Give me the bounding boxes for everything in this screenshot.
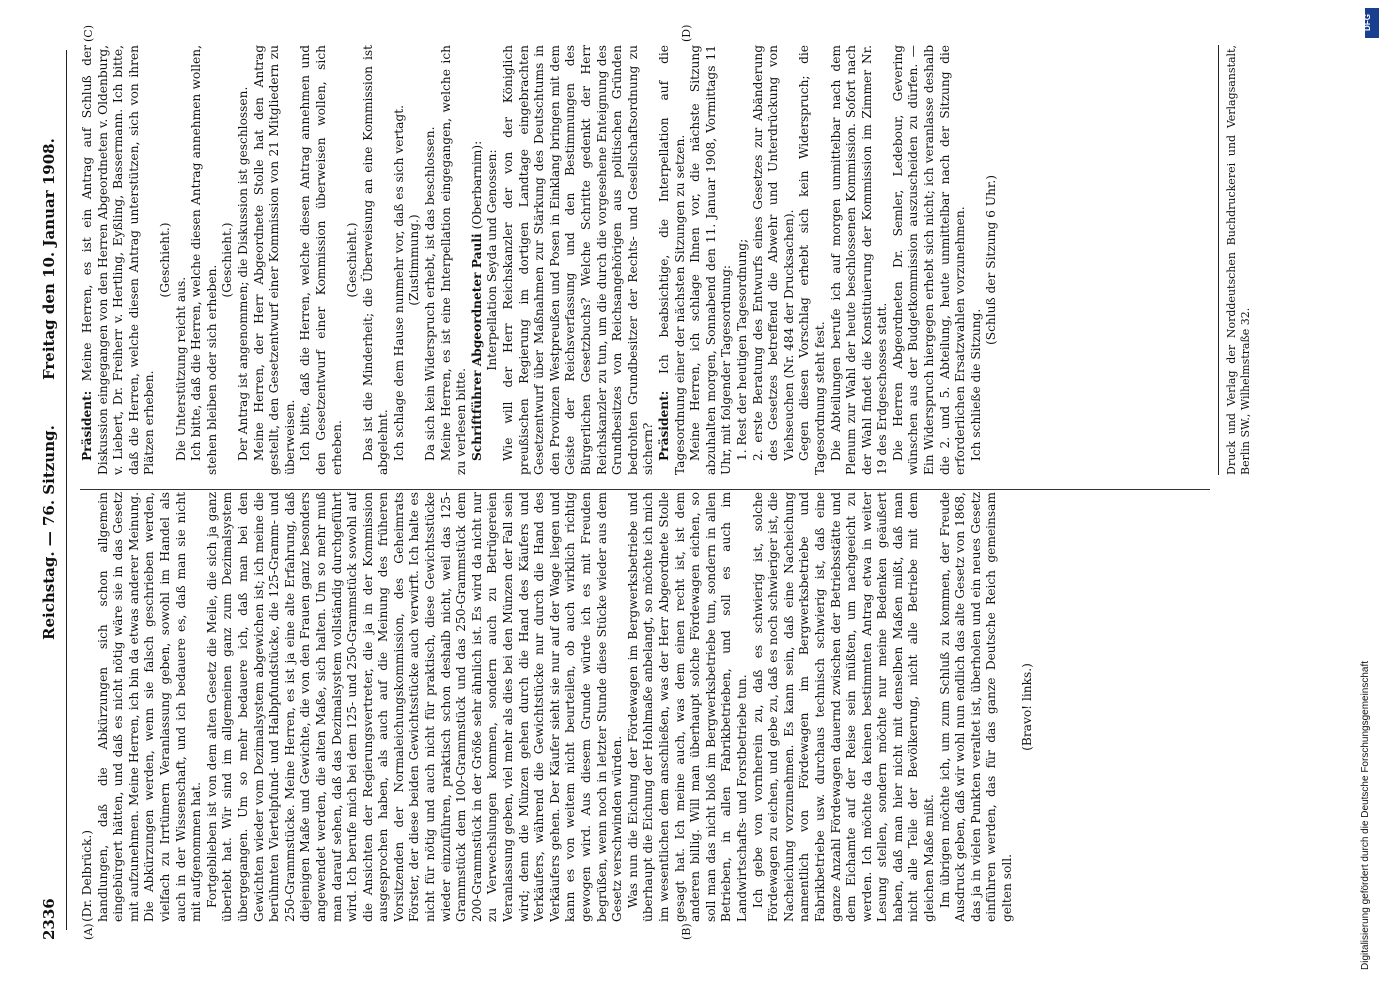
paragraph-text: Wie will der Herr Reichskanzler der von der Königlich preußischen Regierung im dortigen Landtage eingebrachten Gesetzentwurf über Maßnahmen zur Stärkung des Deutschtums in den Provinzen Westpreußen und Posen in Einklang bringen mit dem Geiste der Reichsverfassung und den Bestimmungen des Bürgerlichen Gesetzbuchs? Welche Schritte gedenkt der Herr Reichskanzler zu tun, um die durch die vorgesehene Enteignung des Grundbesitzes von Reichsangehörigen aus politischen Gründen bedrohten Grundbesitzer der Rechts- und Gesellschaftsordnung zu sichern? (501, 45, 656, 475)
stage-direction: (Zustimmung.) (407, 214, 422, 306)
right-paragraph (423, 45, 439, 475)
paragraph-text: Ich bitte, daß die Herren, welche diesen Antrag annehmen wollen, stehen bleiben oder sich erheben. (189, 45, 219, 475)
stage-direction: Interpellation Seyda und Genossen: (485, 149, 500, 371)
paragraph-text: Meine Herren, ich schlage Ihnen vor, die nächste Sitzung abzuhalten morgen, Sonnabend den 11. Januar 1908, Vormittags 11 Uhr, mit folgender Tagesordnung: (688, 45, 734, 475)
right-paragraph (797, 45, 828, 475)
speaker-name: Präsident: (656, 390, 671, 461)
paragraph-text: Der Antrag ist angenommen; die Diskussion ist geschlossen. (235, 86, 250, 461)
right-paragraph (252, 45, 299, 475)
digitization-note-text: Digitalisierung gefördert durch die Deutsche Forschungsgemeinschaft (1360, 660, 1371, 970)
paragraph-text: Die Unterstützung reicht aus. (173, 276, 188, 461)
right-paragraph (189, 45, 220, 475)
paragraph-text: Ich bitte, daß die Herren, welche diesen Antrag annehmen und den Gesetzentwurf einer Kommission überweisen wollen, sich erheben. (298, 45, 344, 475)
left-paragraph: Was nun die Eichung der Fördewagen im Bergwerksbetriebe und überhaupt die Eichung der Hohlmaße anbelangt, so möchte ich mich im wesentlichen dem anschließen, was der Herr Abgeordnete Stolle gesagt hat. Ich meine auch, was dem einen recht ist, ist dem anderen billig. Will man überhaupt solche Fördewagen eichen, so soll man das nicht bloß im Bergwerksbetriebe tun, sondern in allen Betrieben, in allen Fabrikbetrieben, und soll es auch im Landwirtschafts- und Forstbetriebe tun. (625, 492, 749, 922)
speaker-name: Schriftführer Abgeordneter Pauli (469, 233, 484, 461)
stage-direction: (Schluß der Sitzung 6 Uhr.) (984, 174, 999, 346)
paragraph-text: Meine Herren, der Herr Abgeordnete Stolle hat den Antrag gestellt, den Gesetzentwurf einer Kommission von 21 Mitgliedern zu überweisen. (251, 45, 297, 475)
paragraph-text: Ich schließe die Sitzung. (968, 308, 983, 461)
right-paragraph (829, 45, 891, 475)
stage-direction: (Geschieht.) (345, 222, 360, 298)
margin-marker-d: (D) (680, 24, 693, 42)
paragraph-text: Meine Herren, es ist eine Interpellation eingegangen, welche ich zu verlesen bitte. (438, 45, 469, 475)
applause-note: (Bravo! links.) (1019, 663, 1034, 751)
right-paragraph (657, 45, 688, 475)
imprint-rule (1218, 45, 1219, 475)
right-paragraph (891, 45, 969, 475)
page-header (40, 40, 66, 940)
right-paragraph (969, 45, 985, 475)
stage-direction: (Geschieht.) (157, 222, 172, 298)
left-paragraph: handlungen, daß die Abkürzungen sich schon allgemein eingebürgert hätten, und daß es nicht nötig wäre sie in das Gesetz mit aufzunehmen. Meine Herren, ich bin da etwas anderer Meinung. Die Abkürzungen werden, wenn sie falsch geschrieben werden, vielfach zu Irrtümern Veranlassung geben, sowohl im Handel als auch in der Wissenschaft, und ich bedauere es, daß man sie nicht mit aufgenommen hat. (95, 492, 204, 922)
margin-marker-a: (A) (82, 923, 95, 940)
paragraph-text: Ich schlage dem Hause nunmehr vor, daß es sich vertagt. (391, 105, 406, 461)
right-paragraph (361, 45, 392, 475)
right-column (80, 45, 1280, 475)
left-column (80, 492, 1280, 922)
agenda-item: 1. Rest der heutigen Tagesordnung; (734, 238, 749, 461)
left-paragraph: Fortgeblieben ist von dem alten Gesetz die Meile, die sich ja ganz überlebt hat. Wir sind im allgemeinen ganz zum Dezimalsystem übergegangen. Um so mehr bedauere ich, daß man bei den Gewichten wieder vom Dezimalsystem abgewichen ist; ich meine die berühmten Viertelpfund- und Halbpfundstücke, die 125-Gramm- und 250-Grammstücke. Meine Herren, es ist ja eine alte Erfahrung, daß diejenigen Maße und Gewichte, die von den Frauen ganz besonders angewendet werden, die alten Maße, sich halten. Um so mehr muß man darauf sehen, daß das Dezimalsystem vollständig durchgeführt wird. Ich berufe mich bei dem 125- und 250-Grammstück sowohl auf die Ansichten der Regierungsvertreter, die ja in der Kommission ausgesprochen haben, als auch auf die Meinung des früheren Vorsitzenden der Normaleichungskommission, des Geheimrats Förster, der diese beiden Gewichtsstücke auch verwirft. Ich halte es nicht für nötig und auch nicht für praktisch, diese Gewichtsstücke wieder einzuführen, praktisch schon deshalb nicht, weil das 125-Grammstück dem 100-Grammstück und das 250-Grammstück dem 200-Grammstück in der Größe sehr ähnlich ist. Es wird da nicht nur zu Verwechslungen kommen, sondern auch zu Betrügereien Veranlassung geben, viel mehr als dies bei den Münzen der Fall sein wird; denn die Münzen gehen durch die Hand des Käufers und Verkäufers, während die Gewichtstücke nur durch die Hand des Verkäufers gehen. Der Käufer sieht sie nur auf der Wage liegen und kann es von weitem nicht beurteilen, ob auch wirklich richtig gewogen wird. Aus diesem Grunde würde ich es mit Freuden begrüßen, wenn noch in letzter Stunde diese Stücke wieder aus dem Gesetz verschwinden würden. (204, 492, 625, 922)
dfg-logo (1362, 8, 1379, 38)
session-date: Freitag den 10. Januar 1908. (40, 138, 58, 380)
right-paragraph (298, 45, 345, 475)
paragraph-text: Ich beabsichtige, die Interpellation auf die Tagesordnung einer der nächsten Sitzungen zu setzen. (656, 45, 687, 475)
margin-marker-c: (C) (82, 25, 95, 42)
right-paragraph (236, 45, 252, 475)
right-paragraph (174, 45, 190, 475)
page-number: 2336 (40, 898, 58, 940)
paragraph-text: Meine Herren, es ist ein Antrag auf Schluß der Diskussion eingegangen von den Herren Abgeordneten v. Oldenburg, v. Liebert, Dr. Freiherr v. Hertling, Eyßling, Bassermann. Ich bitte, daß die Herren, welche diesen Antrag unterstützen, sich von ihren Plätzen erheben. (80, 45, 157, 475)
speaker-name: Präsident: (80, 390, 94, 461)
margin-marker-b: (B) (680, 923, 693, 940)
stage-direction: (Geschieht.) (220, 222, 235, 298)
speaker-reference: (Dr. Delbrück.) (80, 830, 94, 922)
right-paragraph (392, 45, 408, 475)
paragraph-text: Das ist die Minderheit; die Überweisung an eine Kommission ist abgelehnt. (360, 45, 391, 475)
paragraph-text: (Oberbarnim): (469, 140, 484, 230)
right-paragraph (688, 45, 735, 475)
left-paragraph: Im übrigen möchte ich, um zum Schluß zu kommen, der Freude Ausdruck geben, daß wir wohl nun endlich das alte Gesetz von 1868, das ja in vielen Punkten veraltet ist, überholen und ein neues Gesetz einführen werden, das für das ganze Deutsche Reich gemeinsam gelten soll. (937, 492, 1015, 922)
journal-title: Reichstag. — 76. Sitzung. (40, 425, 58, 640)
left-paragraph: Ich gebe von vornherein zu, daß es schwierig ist, solche Fördewagen zu eichen, und gebe zu, daß es noch schwieriger ist, die Nacheichung vorzunehmen. Es kann sein, daß eine Nacheichung namentlich von Fördewagen im Bergwerksbetriebe und Fabrikbetriebe usw. durchaus technisch schwierig ist, daß eine ganze Anzahl Fördewagen dauernd zwischen der Betriebsstätte und dem Eichamte auf der Reise sein müßten, um nachgeeicht zu werden. Ich möchte da keinen bestimmten Antrag etwa in weiter Lesung stellen, sondern möchte nur meine Bedenken geäußert haben, daß man hier nicht mit denselben Maßen mißt, daß man nicht alle Teile der Bevölkerung, nicht alle Betriebe mit dem gleichen Maße mißt. (750, 492, 937, 922)
column-divider (80, 489, 1210, 490)
right-paragraph (80, 45, 158, 475)
digitization-note (1360, 10, 1380, 990)
right-paragraph (501, 45, 657, 475)
header-rule (66, 50, 67, 930)
dfg-logo-text: DFG (1362, 14, 1372, 31)
paragraph-text: Da sich kein Widerspruch erhebt, ist das beschlossen. (423, 126, 438, 461)
agenda-item: 2. erste Beratung des Entwurfs eines Gesetzes zur Abänderung des Gesetzes betreffend die Abwehr und Unterdrückung von Viehseuchen (Nr. 484 der Drucksachen). (750, 45, 796, 461)
imprint: Druck und Verlag der Norddeutschen Buchdruckerei und Verlagsanstalt, Berlin SW., Wilhelmstraße 32. (1225, 45, 1252, 475)
paragraph-text: Die Abteilungen berufe ich auf morgen unmittelbar nach dem Plenum zur Wahl der heute beschlossenen Kommission. Sofort nach der Wahl findet die Konstituierung der Kommission im Zimmer Nr. 19 des Erdgeschosses statt. (828, 45, 890, 475)
paragraph-text: Die Herren Abgeordneten Dr. Semler, Ledebour, Gevering wünschen aus der Budgetkommission auszuscheiden zu dürfen. — Ein Widerspruch hiergegen erhebt sich nicht; ich veranlasse deshalb die 2. und 5. Abteilung, heute unmittelbar nach der Sitzung die erforderlichen Ersatzwahlen vorzunehmen. (890, 45, 968, 475)
right-paragraph (470, 45, 486, 475)
paragraph-text: Gegen diesen Vorschlag erhebt sich kein Widerspruch; die Tagesordnung steht fest. (797, 45, 827, 475)
right-paragraph (439, 45, 470, 475)
